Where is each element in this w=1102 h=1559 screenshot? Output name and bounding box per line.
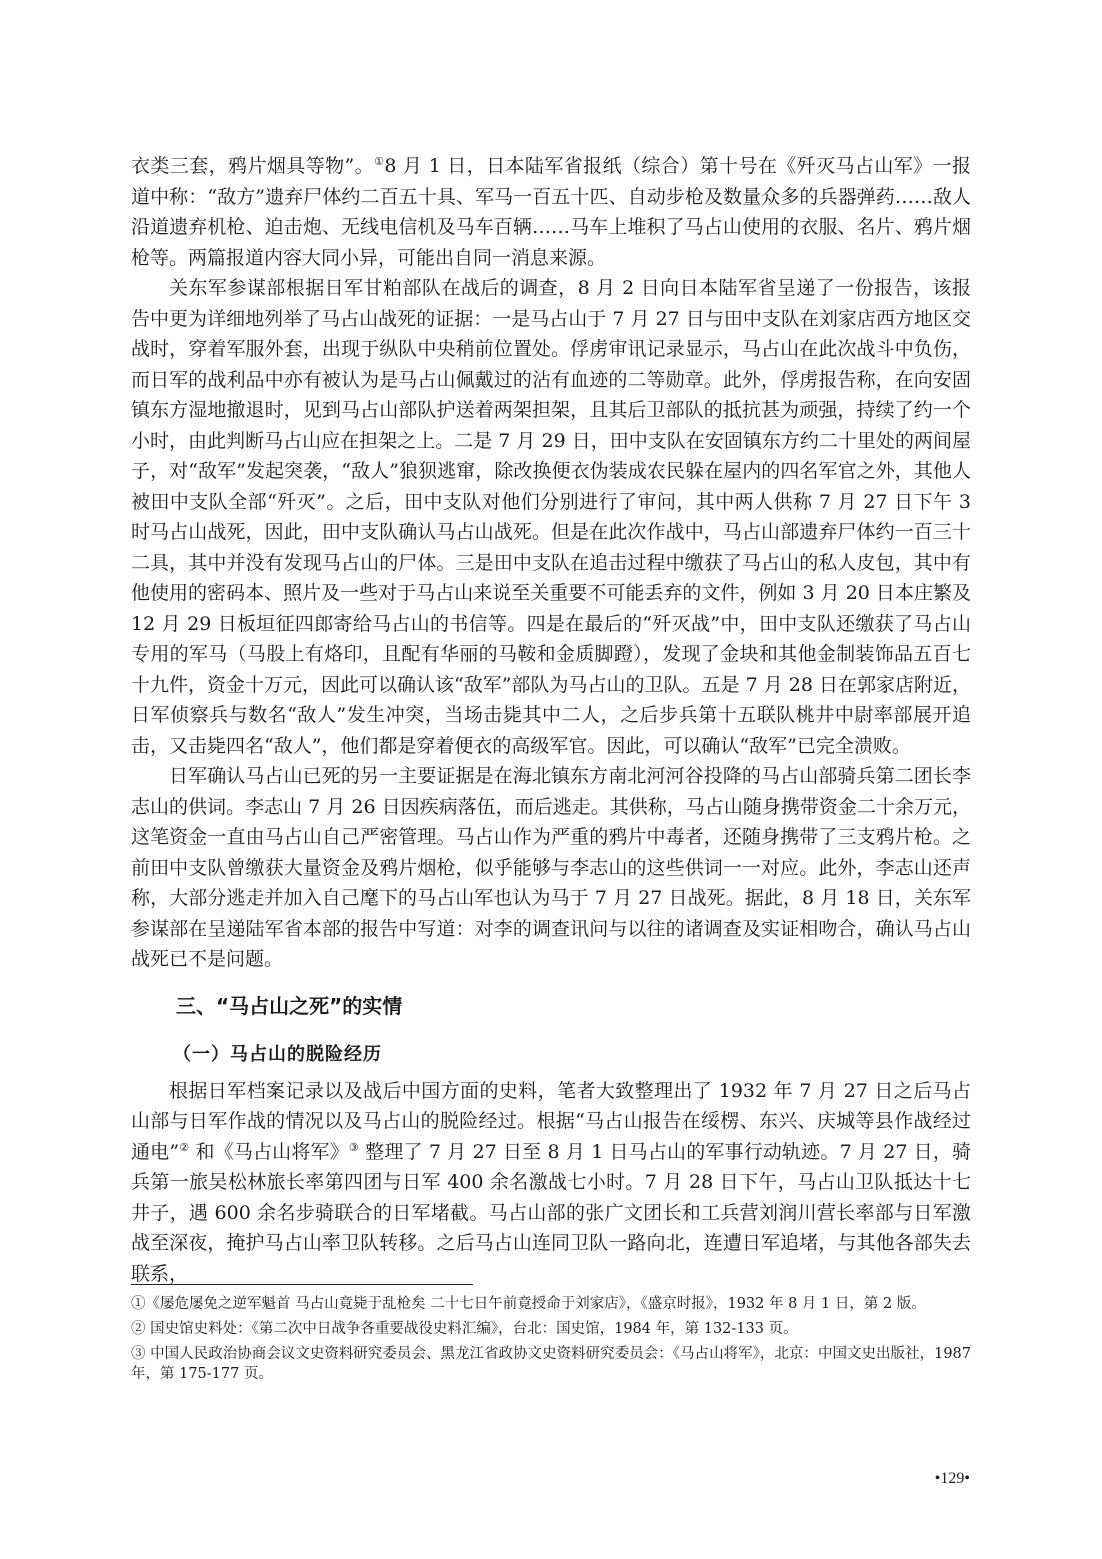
footnote-divider <box>131 1284 473 1285</box>
paragraph-3: 日军确认马占山已死的另一主要证据是在海北镇东方南北河河谷投降的马占山部骑兵第二团长李志山的供词。李志山 7 月 26 日因疾病落伍，而后逃走。其供称，马占山随身携带资金二十余万元，这笔资金一直由马占山自己严密管理。马占山作为严重的鸦片中毒者，还随身携带了三支鸦片枪。之前田中支队曾缴获大量资金及鸦片烟枪，似乎能够与李志山的这些供词一一对应。此外，李志山还声称，大部分逃走并加入自己麾下的马占山军也认为马于 7 月 27 日战死。据此，8 月 18 日，关东军参谋部在呈递陆军省本部的报告中写道：对李的调查讯问与以往的诸调查及实证相吻合，确认马占山战死已不是问题。 <box>131 765 971 970</box>
subsection-heading: （一）马占山的脱险经历 <box>173 1043 382 1065</box>
paragraph-4-part-a: 根据日军档案记录以及战后中国方面的史料，笔者大致整理出了 1932 年 7 月 27 日之后马占山部与日军作战的情况以及马占山的脱险经过。根据“马占山报告在绥楞、东兴、庆城等县作战经过通电” <box>131 1079 971 1163</box>
footnote-ref-1[interactable]: ① <box>374 155 385 168</box>
footnote-ref-2[interactable]: ② <box>179 1140 190 1154</box>
paragraph-4 <box>131 1076 971 1290</box>
footnotes <box>131 1294 971 1389</box>
footnote-1: ①《屡危屡免之逆军魁首 马占山竟毙于乱枪矣 二十七日午前竟授命于刘家店》，《盛京时报》，1932 年 8 月 1 日，第 2 版。 <box>131 1296 926 1312</box>
paragraph-1-part-a: 衣类三套，鸦片烟具等物”。 <box>131 155 375 177</box>
paragraph-4-part-c: 整理了 7 月 27 日至 8 月 1 日马占山的军事行动轨迹。7 月 27 日，骑兵第一旅吴松林旅长率第四团与日军 400 余名激战七小时。7 月 28 日下午，马占山卫队抵达十七井子，遇 600 余名步骑联合的日军堵截。马占山部的张广文团长和工兵营刘润川营长率部与日军激战至深夜，掩护马占山率卫队转移。之后马占山连同卫队一路向北，连遭日军追堵，与其他各部失去联系， <box>131 1140 971 1285</box>
paragraph-4-part-b: 和《马占山将军》 <box>189 1140 349 1163</box>
section-heading: 三、“马占山之死”的实情 <box>176 993 403 1018</box>
paragraph-2: 关东军参谋部根据日军甘粕部队在战后的调查，8 月 2 日向日本陆军省呈递了一份报告，该报告中更为详细地列举了马占山战死的证据：一是马占山于 7 月 27 日与田中支队在刘家店西方地区交战时，穿着军服外套，出现于纵队中央稍前位置处。俘虏审讯记录显示，马占山在此次战斗中负伤，而日军的战利品中亦有被认为是马占山佩戴过的沾有血迹的二等勋章。此外，俘虏报告称，在向安固镇东方湿地撤退时，见到马占山部队护送着两架担架，且其后卫部队的抵抗甚为顽强，持续了约一个小时，由此判断马占山应在担架之上。二是 7 月 29 日，田中支队在安固镇东方约二十里处的两间屋子，对“敌军”发起突袭，“敌人”狼狈逃窜，除改换便衣伪装成农民躲在屋内的四名军官之外，其他人被田中支队全部“歼灭”。之后，田中支队对他们分别进行了审问，其中两人供称 7 月 27 日下午 3 时马占山战死，因此，田中支队确认马占山战死。但是在此次作战中，马占山部遗弃尸体约一百三十二具，其中并没有发现马占山的尸体。三是田中支队在追击过程中缴获了马占山的私人皮包，其中有他使用的密码本、照片及一些对于马占山来说至关重要不可能丢弃的文件，例如 3 月 20 日本庄繁及 12 月 29 日板垣征四郎寄给马占山的书信等。四是在最后的“歼灭战”中，田中支队还缴获了马占山专用的军马（马股上有烙印，且配有华丽的马鞍和金质脚蹬），发现了金块和其他金制装饰品五百七十九件，资金十万元，因此可以确认该“敌军”部队为马占山的卫队。五是 7 月 28 日在郭家店附近，日军侦察兵与数名“敌人”发生冲突，当场击毙其中二人，之后步兵第十五联队桃井中尉率部展开追击，又击毙四名“敌人”，他们都是穿着便衣的高级军官。因此，可以确认“敌军”已完全溃败。 <box>131 277 971 757</box>
footnote-ref-3[interactable]: ③ <box>348 1140 359 1154</box>
paragraph-1 <box>131 151 971 273</box>
paragraph-1-part-b: 8 月 1 日，日本陆军省报纸（综合）第十号在《歼灭马占山军》一报道中称：“敌方”遗弃尸体约二百五十具、军马一百五十匹、自动步枪及数量众多的兵器弹药……敌人沿道遗弃机枪、迫击炮、无线电信机及马车百辆……马车上堆积了马占山使用的衣服、名片、鸦片烟枪等。两篇报道内容大同小异，可能出自同一消息来源。 <box>131 155 971 269</box>
footnote-2: ② 国史馆史料处：《第二次中日战争各重要战役史料汇编》，台北：国史馆，1984 年，第 132-133 页。 <box>131 1321 798 1337</box>
page-number: •129• <box>934 1470 970 1487</box>
footnote-3: ③ 中国人民政治协商会议文史资料研究委员会、黑龙江省政协文史资料研究委员会：《马占山将军》，北京：中国文史出版社，1987 年，第 175-177 页。 <box>131 1346 971 1382</box>
body-text <box>131 151 971 1289</box>
